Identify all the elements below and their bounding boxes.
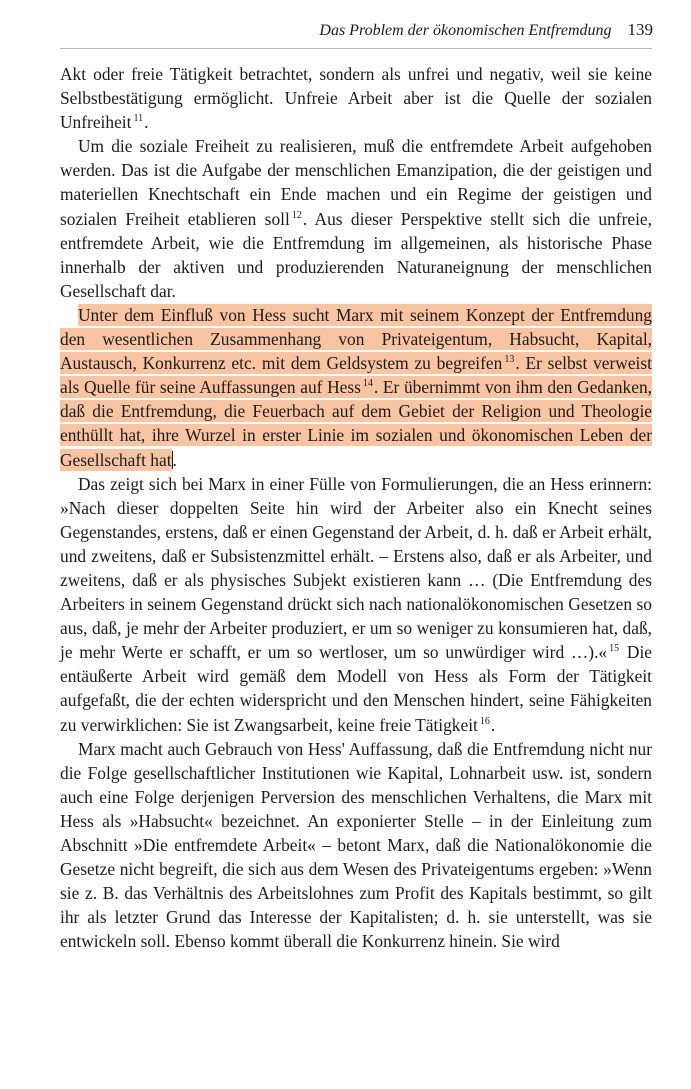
highlight-part-2: . Er selbst verweist als Quelle für seine Auffassungen auf Hess: [60, 353, 652, 398]
footnote-ref-11[interactable]: 11: [133, 113, 144, 125]
footnote-ref-13[interactable]: 13: [504, 354, 515, 366]
paragraph-4: [60, 472, 652, 737]
paragraph-4-tail: Die entäußerte Arbeit wird gemäß dem Modell von Hess als Form der Tätigkeit aufgefaßt, die der echten widerspricht und den Menschen hindert, seine Fähigkeiten zu verwirklichen: Sie ist Zwangsarbeit, keine freie Tätigkeit: [60, 642, 652, 735]
paragraph-4-end: .: [490, 714, 496, 735]
paragraph-1: [60, 62, 652, 134]
paragraph-3-tail: .: [172, 449, 177, 470]
paragraph-2: [60, 134, 652, 303]
paragraph-5: [60, 737, 652, 954]
paragraph-3-highlighted[interactable]: [60, 303, 652, 472]
footnote-ref-12[interactable]: 12: [291, 209, 302, 221]
running-head: [319, 20, 653, 40]
paragraph-2-tail: . Aus dieser Perspektive stellt sich die unfreie, entfremdete Arbeit, wie die Entfremdung im allgemeinen, als historische Phase innerhalb der aktiven und produzierenden Naturaneignung der menschlichen Gesellschaft dar.: [60, 208, 653, 301]
page-number: 139: [627, 20, 653, 39]
paragraph-1-text: Akt oder freie Tätigkeit betrachtet, sondern als unfrei und negativ, weil sie keine Selbstbestätigung ermöglicht. Unfreie Arbeit aber ist die Quelle der sozialen Unfreiheit: [60, 64, 652, 133]
paragraph-5-text: Marx macht auch Gebrauch von Hess' Auffassung, daß die Entfremdung nicht nur die Folge gesellschaftlicher Institutionen wie Kapital, Lohnarbeit usw. ist, sondern auch eine Folge derjenigen Perversion des menschlichen Verhaltens, die Marx mit Hess als »Habsucht« bezeichnet. An exponierter Stelle – in der Einleitung zum Abschnitt »Die entfremdete Arbeit« – betont Marx, daß die Nationalökonomie die Gesetze nicht begreift, die sich aus dem Wesen des Privateigentums ergeben: »Wenn sie z. B. das Verhältnis des Arbeitslohnes zum Profit des Kapitals bestimmt, so gilt ihr als letzter Grund das Interesse der Kapitalisten; d. h. sie unterstellt, was sie entwickeln soll. Ebenso kommt überall die Konkurrenz hinein. Sie wird: [60, 738, 652, 952]
highlight-part-1: Unter dem Einfluß von Hess sucht Marx mit seinem Konzept der Entfremdung den wesentlichen Zusammenhang von Privateigentum, Habsucht, Kapital, Austausch, Konkurrenz etc. mit dem Geldsystem zu begreifen: [60, 304, 652, 374]
paragraph-2-text: Um die soziale Freiheit zu realisieren, muß die entfremdete Arbeit aufgehoben werden. Das ist die Aufgabe der menschlichen Emanzipation, die der geistigen und materiellen Knechtschaft ein Ende machen und ein Regime der geistigen und sozialen Freiheit etablieren soll: [60, 136, 652, 229]
paragraph-4-text: Das zeigt sich bei Marx in einer Fülle von Formulierungen, die an Hess erinnern: »Nach dieser doppelten Seite hin wird der Arbeiter also ein Knecht seines Gegenstandes, erstens, daß er einen Gegenstand der Arbeit, d. h. daß er Arbeit erhält, und zweitens, daß er Subsistenzmittel erhält. – Erstens also, daß er als Arbeiter, und zweitens, daß er als physisches Subjekt existieren kann … (Die Entfremdung des Arbeiters in seinem Gegenstand drückt sich nach nationalökonomischen Gesetzen so aus, daß, je mehr der Arbeiter produziert, er um so weniger zu konsumieren hat, daß, je mehr Werte er schafft, er um so wertloser, um so unwürdiger wird …).«: [60, 473, 652, 663]
footnote-ref-15[interactable]: 15: [609, 643, 620, 655]
running-title: Das Problem der ökonomischen Entfremdung: [319, 22, 612, 39]
paragraph-1-tail: .: [144, 112, 149, 133]
highlight-part-3: . Er übernimmt von ihm den Gedanken, daß die Entfremdung, die Feuerbach auf dem Gebiet der Religion und Theologie enthüllt hat, ihre Wurzel in erster Linie im sozialen und ökonomischen Leben der Gesellschaft hat: [60, 377, 652, 470]
body-text: [60, 62, 652, 953]
header-rule: [60, 48, 652, 49]
footnote-ref-14[interactable]: 14: [362, 378, 373, 390]
footnote-ref-16[interactable]: 16: [479, 715, 490, 727]
text-selection-highlight[interactable]: [60, 304, 652, 471]
